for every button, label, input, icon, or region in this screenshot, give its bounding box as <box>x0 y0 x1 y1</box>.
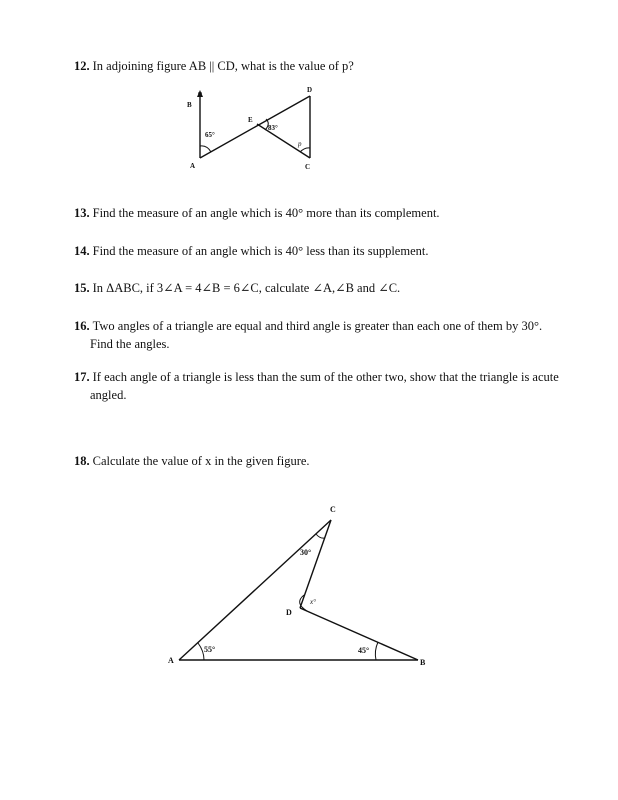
question-text-continued: Find the angles. <box>90 337 170 351</box>
quadrilateral-figure <box>160 498 440 678</box>
angle-label-A: 55° <box>204 645 216 654</box>
angle-label-E: 83° <box>268 124 278 132</box>
parallel-lines-figure <box>180 82 330 174</box>
label-E: E <box>248 116 253 124</box>
question-text-continued: angled. <box>90 388 127 402</box>
question-13 <box>74 204 574 222</box>
label-D: D <box>286 608 292 617</box>
question-17 <box>74 368 574 404</box>
question-number: 13. <box>74 206 90 220</box>
angle-label-B: 45° <box>358 646 370 655</box>
angle-label-D: x° <box>310 598 316 606</box>
line-CE <box>257 124 310 158</box>
label-C: C <box>330 505 336 514</box>
line-CD <box>300 520 331 608</box>
question-text: Find the measure of an angle which is 40° less than its supplement. <box>92 244 429 258</box>
question-12 <box>74 57 574 75</box>
question-text: In adjoining figure AB || CD, what is the value of p? <box>92 59 354 73</box>
angle-arc-C <box>300 148 310 152</box>
question-18 <box>74 452 574 470</box>
question-16 <box>74 317 574 353</box>
question-text: Find the measure of an angle which is 40° more than its complement. <box>92 206 440 220</box>
question-text: If each angle of a triangle is less than the sum of the other two, show that the triangle is acute <box>92 370 559 384</box>
question-number: 12. <box>74 59 90 73</box>
question-number: 18. <box>74 454 90 468</box>
label-A: A <box>168 656 174 665</box>
angle-label-A: 65° <box>205 131 215 139</box>
label-B: B <box>187 101 192 109</box>
label-C: C <box>305 163 311 171</box>
label-D: D <box>307 86 313 94</box>
angle-label-C: 30° <box>300 548 312 557</box>
angle-label-C: p <box>298 140 302 148</box>
question-number: 16. <box>74 319 90 333</box>
question-14 <box>74 242 574 260</box>
question-text: In ΔABC, if 3∠A = 4∠B = 6∠C, calculate ∠A,∠B and ∠C. <box>92 281 401 295</box>
question-number: 15. <box>74 281 90 295</box>
line-AD <box>200 96 310 158</box>
angle-arc-C <box>316 534 325 538</box>
label-B: B <box>420 658 426 667</box>
question-number: 17. <box>74 370 90 384</box>
angle-arc-B <box>375 642 378 660</box>
question-number: 14. <box>74 244 90 258</box>
line-AC <box>179 520 331 660</box>
label-A: A <box>190 162 196 170</box>
question-text: Calculate the value of x in the given figure. <box>92 454 310 468</box>
question-15 <box>74 279 574 297</box>
question-text: Two angles of a triangle are equal and third angle is greater than each one of them by 30°. <box>92 319 543 333</box>
angle-arc-A <box>200 146 211 152</box>
